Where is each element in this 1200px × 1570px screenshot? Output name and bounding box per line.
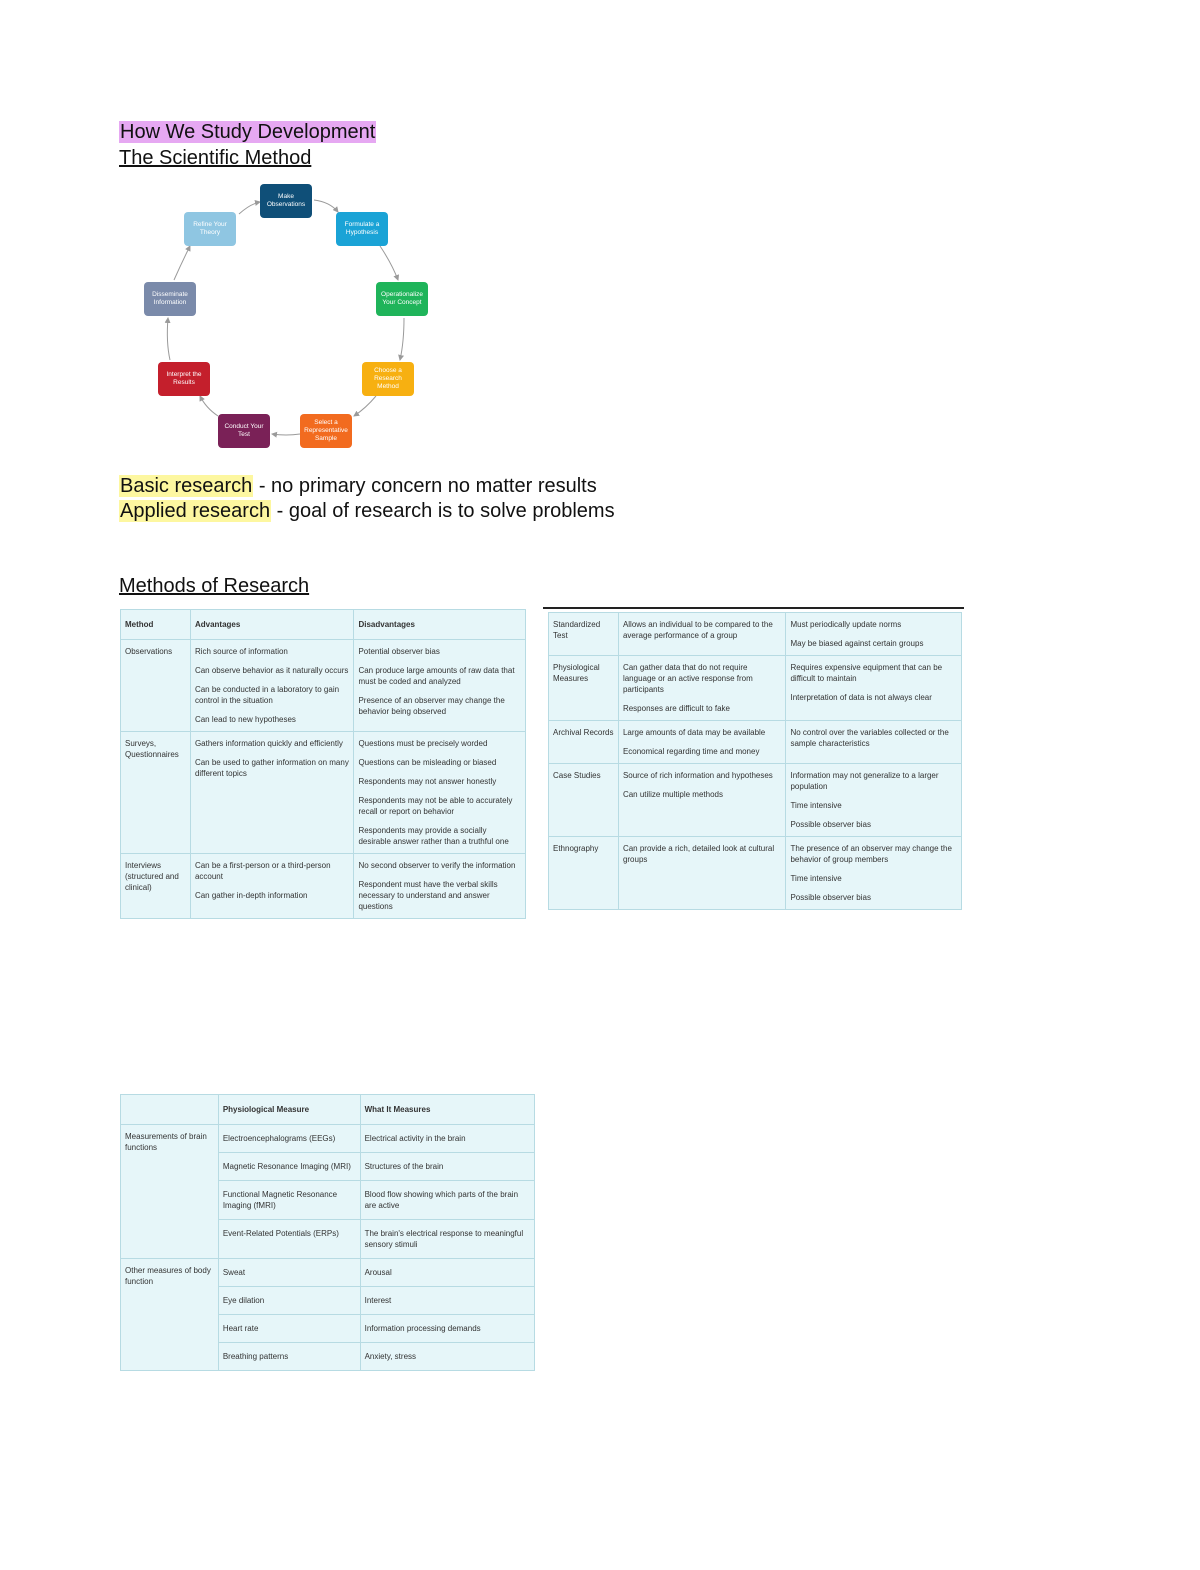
step-formulate-hypothesis: Formulate a Hypothesis [336,212,388,246]
step-choose-research-method: Choose a Research Method [362,362,414,396]
advantages-cell [618,721,786,764]
disadvantages-cell-item: Time intensive [790,801,842,810]
advantages-cell-item: Can be a first-person or a third-person account [194,861,331,881]
disadvantages-cell [354,854,526,919]
advantages-cell-item: Can be conducted in a laboratory to gain control in the situation [194,685,340,705]
disadvantages-cell-item: Respondents may not be able to accurately recall or report on behavior [358,796,513,816]
table-row [549,656,962,721]
method-cell: Case Studies [549,764,619,837]
table-row [121,1125,535,1153]
method-cell: Surveys, Questionnaires [121,732,191,854]
method-cell: Physiological Measures [549,656,619,721]
arrow-8 [167,318,170,360]
advantages-cell [618,656,786,721]
method-cell: Interviews (structured and clinical) [121,854,191,919]
advantages-cell-item: Economical regarding time and money [622,747,760,756]
table-row [549,837,962,910]
basic-research-line [119,474,597,498]
method-cell: Archival Records [549,721,619,764]
table-row [549,613,962,656]
disadvantages-cell-item: Must periodically update norms [790,620,902,629]
advantages-cell [618,613,786,656]
table-header-row [121,1095,535,1125]
disadvantages-cell [354,732,526,854]
arrow-9 [174,246,190,280]
measures-what-cell: Interest [360,1287,534,1315]
method-cell: Standardized Test [549,613,619,656]
advantages-cell [618,837,786,910]
advantages-cell-item: Large amounts of data may be available [622,728,766,737]
arrow-5 [354,396,376,416]
method-cell: Observations [121,640,191,732]
disadvantages-cell [786,837,962,910]
disadvantages-cell-item: Potential observer bias [358,647,440,656]
methods-table-left-body [121,640,526,919]
disadvantages-cell-item: Information may not generalize to a larger population [790,771,939,791]
arrow-2 [314,200,338,212]
measures-what-cell: Electrical activity in the brain [360,1125,534,1153]
disadvantages-cell-item: Requires expensive equipment that can be difficult to maintain [790,663,943,683]
table-row [549,764,962,837]
measures-what-cell: The brain's electrical response to meaningful sensory stimuli [360,1220,534,1259]
measure-cell: Magnetic Resonance Imaging (MRI) [218,1153,360,1181]
step-operationalize-concept: Operationalize Your Concept [376,282,428,316]
step-conduct-test: Conduct Your Test [218,414,270,448]
measure-cell: Event-Related Potentials (ERPs) [218,1220,360,1259]
table-top-rule [543,607,964,609]
table-row [121,854,526,919]
disadvantages-cell [786,656,962,721]
measure-cell: Breathing patterns [218,1343,360,1371]
advantages-cell-item: Rich source of information [194,647,288,656]
arrow-3 [380,246,398,280]
title-highlight: How We Study Development [120,121,376,143]
step-interpret-results: Interpret the Results [158,362,210,396]
applied-research-term: Applied research [120,500,271,522]
disadvantages-cell [354,640,526,732]
disadvantages-cell [786,721,962,764]
methods-table-right [548,612,962,910]
table-row [121,1259,535,1287]
column-header: Disadvantages [354,610,526,640]
cycle-arrows [130,178,450,458]
arrow-1 [239,202,260,214]
measure-cell: Electroencephalograms (EEGs) [218,1125,360,1153]
disadvantages-cell-item: Can produce large amounts of raw data that must be coded and analyzed [358,666,515,686]
column-header [121,1095,219,1125]
arrow-6 [272,434,300,435]
advantages-cell-item: Allows an individual to be compared to the average performance of a group [622,620,773,640]
step-refine-theory: Refine Your Theory [184,212,236,246]
disadvantages-cell-item: No control over the variables collected or the sample characteristics [790,728,949,748]
column-header: Physiological Measure [218,1095,360,1125]
disadvantages-cell-item: Questions must be precisely worded [358,739,488,748]
measure-cell: Sweat [218,1259,360,1287]
physiological-table-body [121,1125,535,1371]
column-header: What It Measures [360,1095,534,1125]
measures-what-cell: Structures of the brain [360,1153,534,1181]
disadvantages-cell-item: Time intensive [790,874,842,883]
method-cell: Ethnography [549,837,619,910]
table-header-row [121,610,526,640]
table-row [549,721,962,764]
advantages-cell [190,854,354,919]
advantages-cell-item: Source of rich information and hypotheses [622,771,773,780]
advantages-cell [618,764,786,837]
step-select-representative-sample: Select a Representative Sample [300,414,352,448]
column-header: Advantages [190,610,354,640]
measures-what-cell: Arousal [360,1259,534,1287]
disadvantages-cell-item: Interpretation of data is not always clear [790,693,932,702]
methods-table-left [120,609,526,919]
advantages-cell-item: Can lead to new hypotheses [194,715,296,724]
disadvantages-cell [786,764,962,837]
advantages-cell [190,640,354,732]
category-cell: Other measures of body function [121,1259,219,1371]
disadvantages-cell-item: Possible observer bias [790,820,871,829]
section-heading-methods: Methods of Research [119,575,310,597]
disadvantages-cell [786,613,962,656]
measures-what-cell: Information processing demands [360,1315,534,1343]
advantages-cell-item: Can be used to gather information on many different topics [194,758,349,778]
step-make-observations: Make Observations [260,184,312,218]
advantages-cell [190,732,354,854]
table-row [121,640,526,732]
category-cell: Measurements of brain functions [121,1125,219,1259]
applied-research-desc: - goal of research is to solve problems [271,500,615,522]
disadvantages-cell-item: May be biased against certain groups [790,639,924,648]
disadvantages-cell-item: No second observer to verify the information [358,861,516,870]
measures-what-cell: Anxiety, stress [360,1343,534,1371]
step-disseminate-information: Disseminate Information [144,282,196,316]
table-row [121,732,526,854]
disadvantages-cell-item: Questions can be misleading or biased [358,758,497,767]
advantages-cell-item: Can gather in-depth information [194,891,308,900]
disadvantages-cell-item: Respondents may not answer honestly [358,777,497,786]
physiological-measures-table [120,1094,535,1371]
measure-cell: Heart rate [218,1315,360,1343]
measures-what-cell: Blood flow showing which parts of the brain are active [360,1181,534,1220]
advantages-cell-item: Gathers information quickly and efficiently [194,739,343,748]
disadvantages-cell-item: Respondent must have the verbal skills necessary to understand and answer questions [358,880,498,911]
advantages-cell-item: Can utilize multiple methods [622,790,723,799]
measure-cell: Eye dilation [218,1287,360,1315]
disadvantages-cell-item: The presence of an observer may change the behavior of group members [790,844,952,864]
basic-research-desc: - no primary concern no matter results [253,475,597,497]
basic-research-term: Basic research [120,475,253,497]
advantages-cell-item: Can observe behavior as it naturally occurs [194,666,349,675]
section-heading-scientific-method: The Scientific Method [119,147,312,169]
advantages-cell-item: Can gather data that do not require language or an active response from participants [622,663,753,694]
advantages-cell-item: Can provide a rich, detailed look at cultural groups [622,844,775,864]
measure-cell: Functional Magnetic Resonance Imaging (fMRI) [218,1181,360,1220]
disadvantages-cell-item: Possible observer bias [790,893,871,902]
scientific-method-cycle-diagram [130,178,450,458]
column-header: Method [121,610,191,640]
applied-research-line [119,499,615,523]
methods-table-right-body [549,613,962,910]
disadvantages-cell-item: Presence of an observer may change the behavior being observed [358,696,505,716]
arrow-4 [400,318,404,360]
disadvantages-cell-item: Respondents may provide a socially desirable answer rather than a truthful one [358,826,509,846]
page-title [119,120,376,144]
advantages-cell-item: Responses are difficult to fake [622,704,730,713]
arrow-7 [200,396,218,416]
